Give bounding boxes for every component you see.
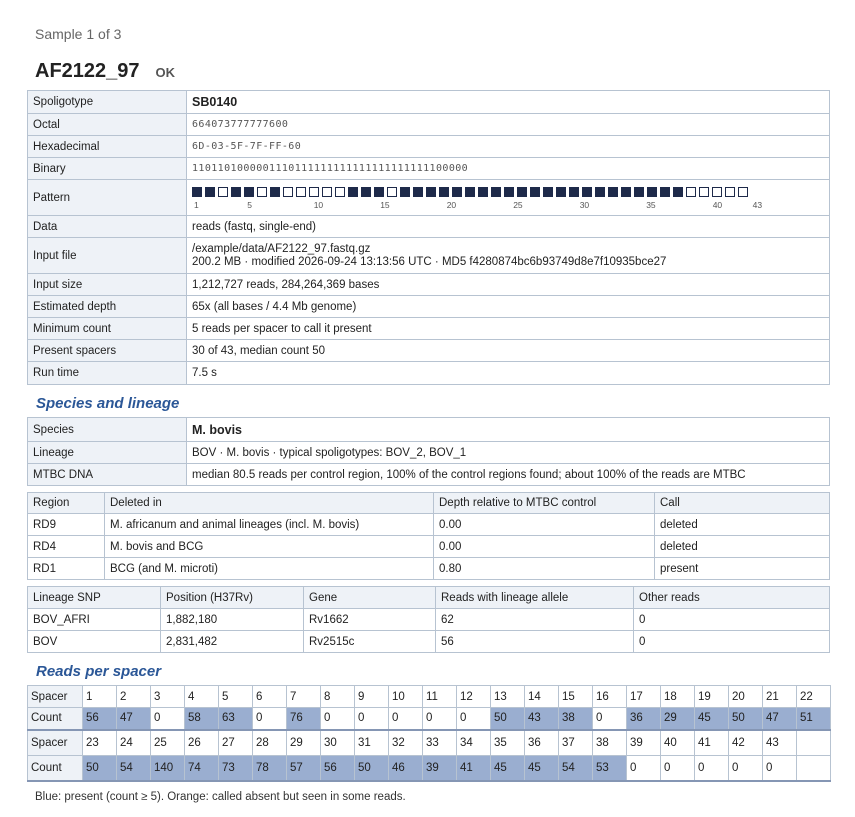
spacer-box-2 <box>205 187 215 197</box>
regions-header-deleted-in: Deleted in <box>105 493 434 514</box>
region-depth: 0.00 <box>434 514 655 536</box>
label-depth: Estimated depth <box>28 296 187 318</box>
regions-table <box>27 492 830 580</box>
spacer-box-8 <box>283 187 293 197</box>
spacer-number-cell: 36 <box>525 730 559 756</box>
value-runtime: 7.5 s <box>187 362 830 385</box>
spacer-box-34 <box>621 187 631 197</box>
spacer-count-cell: 0 <box>627 756 661 781</box>
value-mtbc: median 80.5 reads per control region, 100% of the control regions found; about 100% of the reads are MTBC <box>187 464 830 486</box>
spacer-box-4 <box>231 187 241 197</box>
spacer-box-36 <box>647 187 657 197</box>
spacer-box-27 <box>530 187 540 197</box>
spacer-box-1 <box>192 187 202 197</box>
spacer-box-12 <box>335 187 345 197</box>
value-pattern <box>187 180 830 216</box>
spacer-box-33 <box>608 187 618 197</box>
spacer-count-cell: 50 <box>729 708 763 730</box>
spacer-number-cell: 6 <box>253 686 287 708</box>
spacer-box-43 <box>738 187 748 197</box>
label-input-size: Input size <box>28 274 187 296</box>
value-min-count: 5 reads per spacer to call it present <box>187 318 830 340</box>
pattern-tick-label: 35 <box>646 199 656 210</box>
spacer-number-cell: 23 <box>83 730 117 756</box>
spacer-number-cell: 9 <box>355 686 389 708</box>
spacer-box-18 <box>413 187 423 197</box>
spacer-number-cell: 34 <box>457 730 491 756</box>
spacer-box-15 <box>374 187 384 197</box>
spacer-number-cell: 21 <box>763 686 797 708</box>
snp-table <box>27 586 830 653</box>
spacer-count-cell: 29 <box>661 708 695 730</box>
spacer-box-41 <box>712 187 722 197</box>
spacer-number-cell: 24 <box>117 730 151 756</box>
spacer-count-cell: 46 <box>389 756 423 781</box>
spacer-number-cell: 30 <box>321 730 355 756</box>
spacer-count-cell: 56 <box>321 756 355 781</box>
count-row-label: Count <box>28 708 83 730</box>
region-call: deleted <box>655 536 830 558</box>
snp-header-lineage-reads: Reads with lineage allele <box>436 587 634 609</box>
spacer-number-cell: 22 <box>797 686 831 708</box>
legend-footnote: Blue: present (count ≥ 5). Orange: called absent but seen in some reads. <box>35 791 406 803</box>
value-species: M. bovis <box>187 418 830 442</box>
spacer-number-cell: 40 <box>661 730 695 756</box>
spacer-count-cell: 50 <box>355 756 389 781</box>
spacer-number-cell: 14 <box>525 686 559 708</box>
spacer-count-cell: 41 <box>457 756 491 781</box>
count-row-label: Count <box>28 756 83 781</box>
spacer-box-21 <box>452 187 462 197</box>
spacer-count-cell: 43 <box>525 708 559 730</box>
snp-header-snp: Lineage SNP <box>28 587 161 609</box>
spacer-number-cell: 4 <box>185 686 219 708</box>
spacer-count-cell: 0 <box>457 708 491 730</box>
snp-header-position: Position (H37Rv) <box>161 587 304 609</box>
input-file-path: /example/data/AF2122_97.fastq.gz <box>192 242 371 255</box>
spacer-box-14 <box>361 187 371 197</box>
snp-position: 2,831,482 <box>161 631 304 653</box>
spacer-count-cell: 0 <box>661 756 695 781</box>
table-row <box>28 536 830 558</box>
spacer-count-cell: 0 <box>593 708 627 730</box>
spacer-count-cell: 47 <box>117 708 151 730</box>
spacer-box-22 <box>465 187 475 197</box>
value-depth: 65x (all bases / 4.4 Mb genome) <box>187 296 830 318</box>
region-call: deleted <box>655 514 830 536</box>
region-name: RD1 <box>28 558 105 580</box>
region-name: RD9 <box>28 514 105 536</box>
section-title-species: Species and lineage <box>36 395 180 412</box>
spacer-number-cell: 3 <box>151 686 185 708</box>
pattern-tick-label: 5 <box>247 199 252 210</box>
region-deleted-in: BCG (and M. microti) <box>105 558 434 580</box>
count-row <box>28 708 831 730</box>
spacer-box-10 <box>309 187 319 197</box>
region-name: RD4 <box>28 536 105 558</box>
spacer-number-cell: 33 <box>423 730 457 756</box>
table-row <box>28 514 830 536</box>
spacer-number-cell: 38 <box>593 730 627 756</box>
spacer-box-3 <box>218 187 228 197</box>
spacer-count-cell: 57 <box>287 756 321 781</box>
regions-header-region: Region <box>28 493 105 514</box>
spacer-count-cell: 0 <box>253 708 287 730</box>
row-lineage <box>28 442 830 464</box>
spacer-count-cell: 56 <box>83 708 117 730</box>
spacer-count-cell: 0 <box>355 708 389 730</box>
spacer-box-5 <box>244 187 254 197</box>
spacer-number-cell: 43 <box>763 730 797 756</box>
spacer-number-cell: 37 <box>559 730 593 756</box>
label-min-count: Minimum count <box>28 318 187 340</box>
row-input-file <box>28 238 830 274</box>
pattern-ticks <box>192 200 824 211</box>
section-title-reads: Reads per spacer <box>36 663 162 680</box>
label-hex: Hexadecimal <box>28 136 187 158</box>
sample-counter: Sample 1 of 3 <box>35 26 122 42</box>
label-present: Present spacers <box>28 340 187 362</box>
spacer-count-cell: 50 <box>83 756 117 781</box>
spacer-box-31 <box>582 187 592 197</box>
spacer-row-label: Spacer <box>28 686 83 708</box>
row-mtbc <box>28 464 830 486</box>
spacer-box-25 <box>504 187 514 197</box>
spacer-box-42 <box>725 187 735 197</box>
snp-gene: Rv1662 <box>304 609 436 631</box>
label-pattern: Pattern <box>28 180 187 216</box>
spacer-number-cell: 7 <box>287 686 321 708</box>
spacer-count-cell: 45 <box>525 756 559 781</box>
spacer-box-24 <box>491 187 501 197</box>
row-pattern <box>28 180 830 216</box>
spacer-count-cell: 0 <box>423 708 457 730</box>
spacer-box-39 <box>686 187 696 197</box>
spacer-box-19 <box>426 187 436 197</box>
row-min-count <box>28 318 830 340</box>
label-binary: Binary <box>28 158 187 180</box>
spacer-number-cell: 16 <box>593 686 627 708</box>
spacer-box-40 <box>699 187 709 197</box>
spacer-number-cell: 8 <box>321 686 355 708</box>
region-deleted-in: M. bovis and BCG <box>105 536 434 558</box>
spacer-count-cell: 0 <box>763 756 797 781</box>
snp-other-reads: 0 <box>634 609 830 631</box>
row-spoligotype <box>28 91 830 114</box>
region-call: present <box>655 558 830 580</box>
spacer-box-28 <box>543 187 553 197</box>
spacer-number-cell: 25 <box>151 730 185 756</box>
reads-per-spacer-table <box>27 685 831 782</box>
row-depth <box>28 296 830 318</box>
spacer-row <box>28 730 831 756</box>
value-input-file <box>187 238 830 274</box>
label-species: Species <box>28 418 187 442</box>
row-species <box>28 418 830 442</box>
spacer-box-20 <box>439 187 449 197</box>
value-present: 30 of 43, median count 50 <box>187 340 830 362</box>
label-lineage: Lineage <box>28 442 187 464</box>
spacer-number-cell: 17 <box>627 686 661 708</box>
snp-name: BOV_AFRI <box>28 609 161 631</box>
spacer-number-cell: 20 <box>729 686 763 708</box>
row-present <box>28 340 830 362</box>
empty-cell <box>797 756 831 781</box>
value-binary: 1101101000001110111111111111111111111100000 <box>187 158 830 180</box>
row-runtime <box>28 362 830 385</box>
spacer-number-cell: 1 <box>83 686 117 708</box>
summary-table <box>27 90 830 385</box>
region-deleted-in: M. africanum and animal lineages (incl. M. bovis) <box>105 514 434 536</box>
spacer-pattern <box>192 187 824 197</box>
pattern-tick-label: 20 <box>446 199 457 210</box>
value-spoligotype: SB0140 <box>187 91 830 114</box>
spacer-number-cell: 26 <box>185 730 219 756</box>
spacer-box-7 <box>270 187 280 197</box>
snp-lineage-reads: 56 <box>436 631 634 653</box>
regions-header-call: Call <box>655 493 830 514</box>
spacer-box-6 <box>257 187 267 197</box>
spacer-number-cell: 32 <box>389 730 423 756</box>
spacer-count-cell: 53 <box>593 756 627 781</box>
spacer-count-cell: 36 <box>627 708 661 730</box>
count-row <box>28 756 831 781</box>
regions-header-row <box>28 493 830 514</box>
pattern-tick-label: 43 <box>752 199 763 210</box>
value-data: reads (fastq, single-end) <box>187 216 830 238</box>
spacer-number-cell: 41 <box>695 730 729 756</box>
spacer-count-cell: 50 <box>491 708 525 730</box>
snp-other-reads: 0 <box>634 631 830 653</box>
spacer-number-cell: 15 <box>559 686 593 708</box>
row-input-size <box>28 274 830 296</box>
spacer-row-label: Spacer <box>28 730 83 756</box>
table-row <box>28 558 830 580</box>
pattern-tick-label: 30 <box>579 199 590 210</box>
label-spoligotype: Spoligotype <box>28 91 187 114</box>
row-binary <box>28 158 830 180</box>
spacer-number-cell: 5 <box>219 686 253 708</box>
snp-header-row <box>28 587 830 609</box>
spacer-number-cell: 29 <box>287 730 321 756</box>
spacer-count-cell: 39 <box>423 756 457 781</box>
spacer-number-cell: 12 <box>457 686 491 708</box>
row-hex <box>28 136 830 158</box>
snp-lineage-reads: 62 <box>436 609 634 631</box>
spacer-number-cell: 10 <box>389 686 423 708</box>
value-octal: 664073777777600 <box>187 114 830 136</box>
spacer-box-11 <box>322 187 332 197</box>
spacer-box-30 <box>569 187 579 197</box>
species-table <box>27 417 830 486</box>
snp-gene: Rv2515c <box>304 631 436 653</box>
title-row <box>35 60 175 83</box>
snp-header-gene: Gene <box>304 587 436 609</box>
spacer-box-37 <box>660 187 670 197</box>
empty-cell <box>797 730 831 756</box>
region-depth: 0.00 <box>434 536 655 558</box>
spacer-box-13 <box>348 187 358 197</box>
spacer-count-cell: 140 <box>151 756 185 781</box>
spacer-box-16 <box>387 187 397 197</box>
spacer-count-cell: 0 <box>151 708 185 730</box>
spacer-box-17 <box>400 187 410 197</box>
label-data: Data <box>28 216 187 238</box>
spacer-count-cell: 74 <box>185 756 219 781</box>
spacer-number-cell: 19 <box>695 686 729 708</box>
spacer-count-cell: 54 <box>117 756 151 781</box>
value-hex: 6D-03-5F-7F-FF-60 <box>187 136 830 158</box>
label-octal: Octal <box>28 114 187 136</box>
spacer-box-9 <box>296 187 306 197</box>
pattern-tick-label: 1 <box>194 199 199 210</box>
spacer-number-cell: 35 <box>491 730 525 756</box>
spacer-count-cell: 73 <box>219 756 253 781</box>
spacer-number-cell: 42 <box>729 730 763 756</box>
spacer-box-23 <box>478 187 488 197</box>
value-lineage: BOV · M. bovis · typical spoligotypes: BOV_2, BOV_1 <box>187 442 830 464</box>
spacer-box-38 <box>673 187 683 197</box>
spacer-number-cell: 13 <box>491 686 525 708</box>
spacer-count-cell: 0 <box>389 708 423 730</box>
spacer-count-cell: 54 <box>559 756 593 781</box>
regions-header-depth: Depth relative to MTBC control <box>434 493 655 514</box>
spacer-count-cell: 45 <box>491 756 525 781</box>
spacer-count-cell: 51 <box>797 708 831 730</box>
row-octal <box>28 114 830 136</box>
status-badge: OK <box>155 65 176 80</box>
spacer-number-cell: 39 <box>627 730 661 756</box>
spacer-box-29 <box>556 187 566 197</box>
spacer-count-cell: 0 <box>321 708 355 730</box>
spacer-count-cell: 78 <box>253 756 287 781</box>
spacer-count-cell: 0 <box>729 756 763 781</box>
spacer-number-cell: 11 <box>423 686 457 708</box>
spacer-number-cell: 28 <box>253 730 287 756</box>
spacer-number-cell: 31 <box>355 730 389 756</box>
table-row <box>28 609 830 631</box>
input-file-meta: 200.2 MB · modified 2026-09-24 13:13:56 UTC · MD5 f4280874bc6b93749d8e7f10935bce27 <box>192 255 667 268</box>
pattern-tick-label: 25 <box>513 199 523 210</box>
snp-header-other-reads: Other reads <box>634 587 830 609</box>
spacer-number-cell: 2 <box>117 686 151 708</box>
spacer-count-cell: 38 <box>559 708 593 730</box>
region-depth: 0.80 <box>434 558 655 580</box>
label-runtime: Run time <box>28 362 187 385</box>
label-mtbc: MTBC DNA <box>28 464 187 486</box>
spacer-box-32 <box>595 187 605 197</box>
snp-name: BOV <box>28 631 161 653</box>
spacer-count-cell: 47 <box>763 708 797 730</box>
spacer-box-26 <box>517 187 527 197</box>
spacer-row <box>28 686 831 708</box>
sample-title: AF2122_97 <box>35 60 140 82</box>
pattern-tick-label: 40 <box>712 199 723 210</box>
spacer-count-cell: 76 <box>287 708 321 730</box>
value-input-size: 1,212,727 reads, 284,264,369 bases <box>187 274 830 296</box>
spacer-count-cell: 58 <box>185 708 219 730</box>
pattern-tick-label: 15 <box>380 199 390 210</box>
spacer-number-cell: 27 <box>219 730 253 756</box>
spacer-count-cell: 0 <box>695 756 729 781</box>
row-data <box>28 216 830 238</box>
spacer-box-35 <box>634 187 644 197</box>
label-input-file: Input file <box>28 238 187 274</box>
table-row <box>28 631 830 653</box>
spacer-count-cell: 45 <box>695 708 729 730</box>
spacer-count-cell: 63 <box>219 708 253 730</box>
snp-position: 1,882,180 <box>161 609 304 631</box>
spacer-number-cell: 18 <box>661 686 695 708</box>
pattern-tick-label: 10 <box>313 199 324 210</box>
